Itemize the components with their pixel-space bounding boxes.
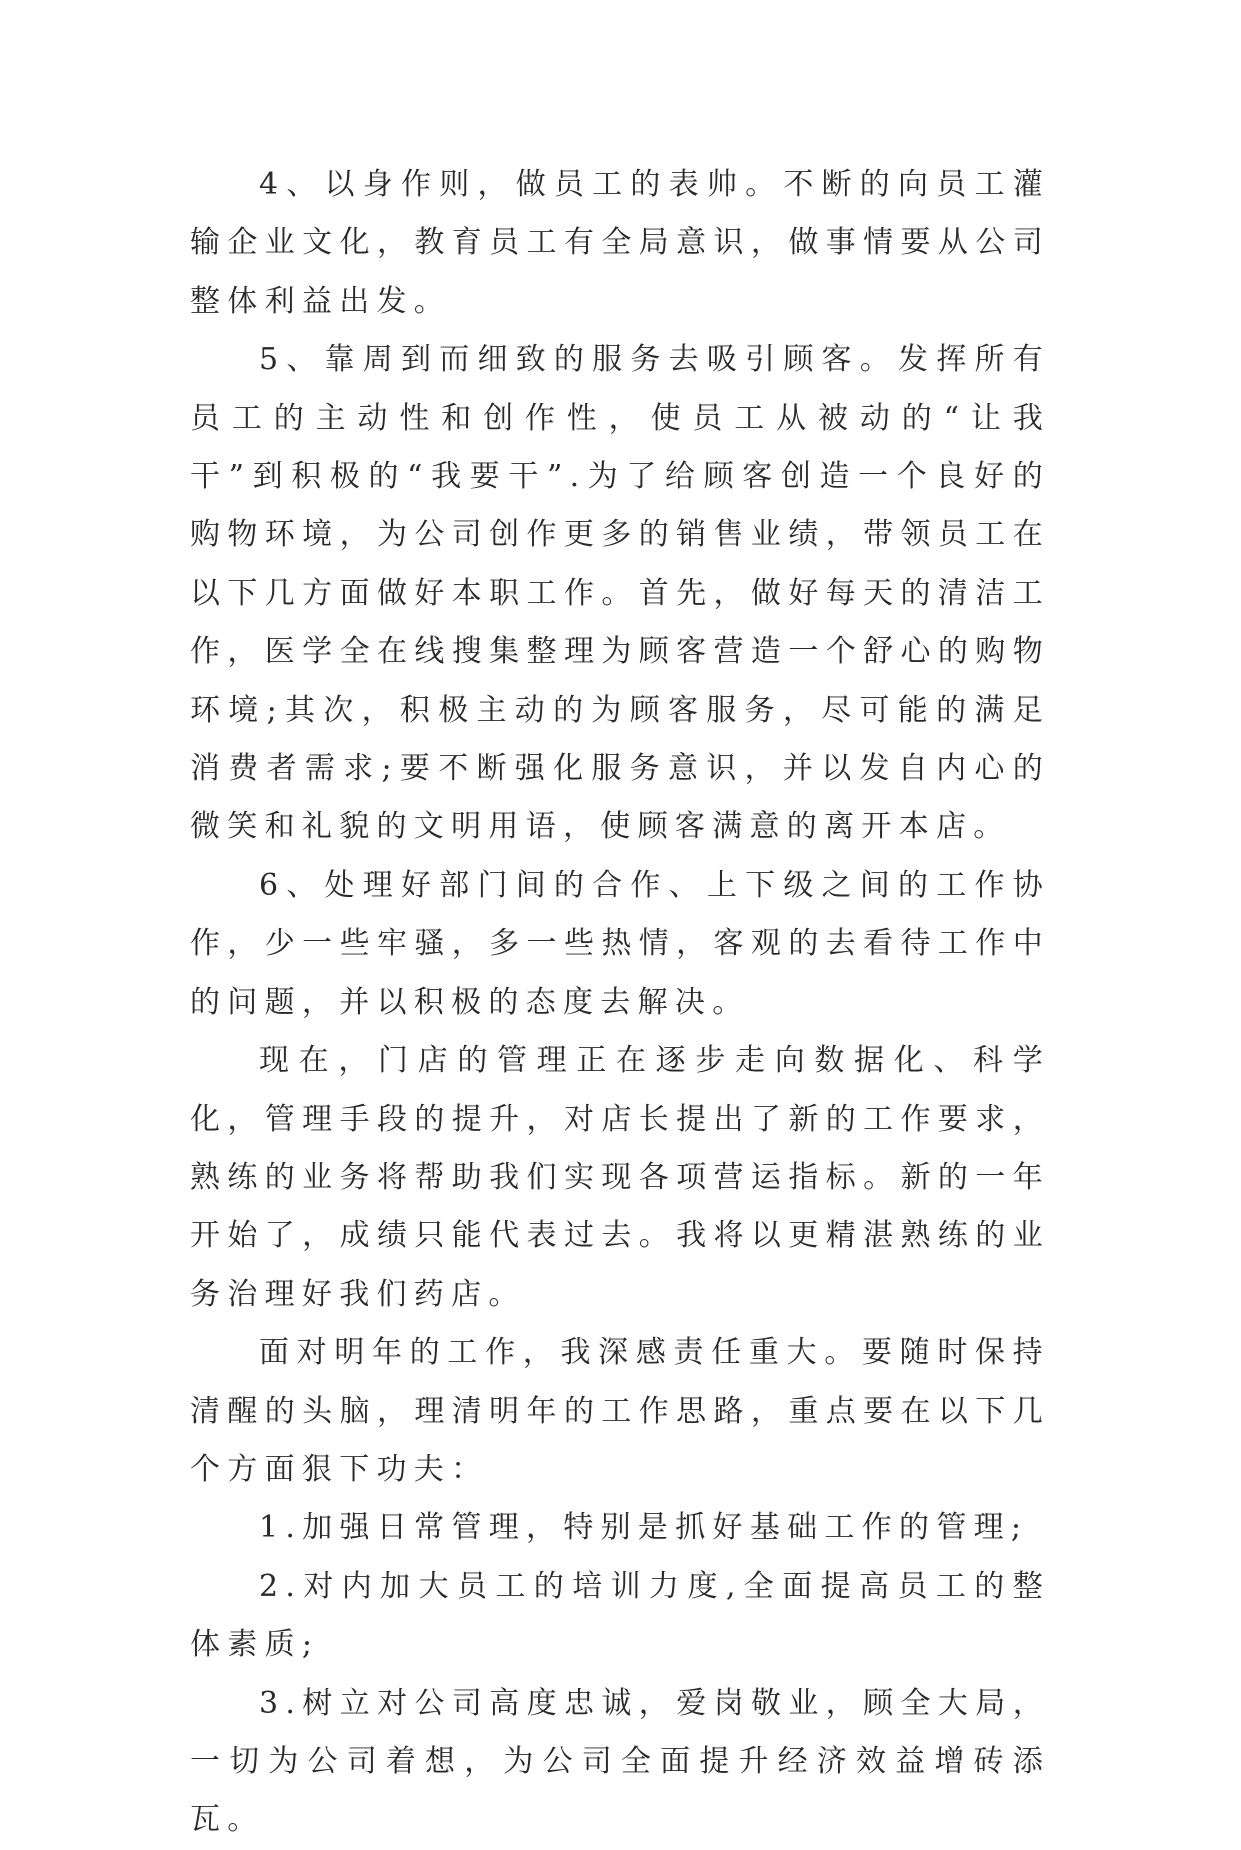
paragraph-list-item-1: 1.加强日常管理，特别是抓好基础工作的管理; [259, 1510, 1029, 1546]
paragraph-item-4: 4、以身作则，做员工的表帅。不断的向员工灌输企业文化，教育员工有全局意识，做事情要从公司整体利益出发。 [190, 167, 1050, 319]
paragraph-item-6: 6、处理好部门间的合作、上下级之间的工作协作，少一些牢骚，多一些热情，客观的去看待工作中的问题，并以积极的态度去解决。 [190, 867, 1050, 1020]
paragraph-current-status: 现在，门店的管理正在逐步走向数据化、科学化，管理手段的提升，对店长提出了新的工作要求，熟练的业务将帮助我们实现各项营运指标。新的一年开始了，成绩只能代表过去。我将以更精湛熟练的业务治理好我们药店。 [190, 1043, 1050, 1312]
paragraph-list-item-3: 3.树立对公司高度忠诚，爱岗敬业，顾全大局，一切为公司着想，为公司全面提升经济效益增砖添瓦。 [190, 1685, 1050, 1838]
document-body [190, 156, 1050, 1850]
paragraph-list-item-2: 2.对内加大员工的培训力度,全面提高员工的整体素质; [190, 1568, 1050, 1663]
paragraph-next-year-intro: 面对明年的工作，我深感责任重大。要随时保持清醒的头脑，理清明年的工作思路，重点要在以下几个方面狠下功夫： [190, 1335, 1050, 1487]
paragraph-item-5: 5、靠周到而细致的服务去吸引顾客。发挥所有员工的主动性和创作性，使员工从被动的“让我干”到积极的“我要干”.为了给顾客创造一个良好的购物环境，为公司创作更多的销售业绩，带领员工在以下几方面做好本职工作。首先，做好每天的清洁工作，医学全在线搜集整理为顾客营造一个舒心的购物环境;其次，积极主动的为顾客服务，尽可能的满足消费者需求;要不断强化服务意识，并以发自内心的微笑和礼貌的文明用语，使顾客满意的离开本店。 [190, 342, 1050, 845]
